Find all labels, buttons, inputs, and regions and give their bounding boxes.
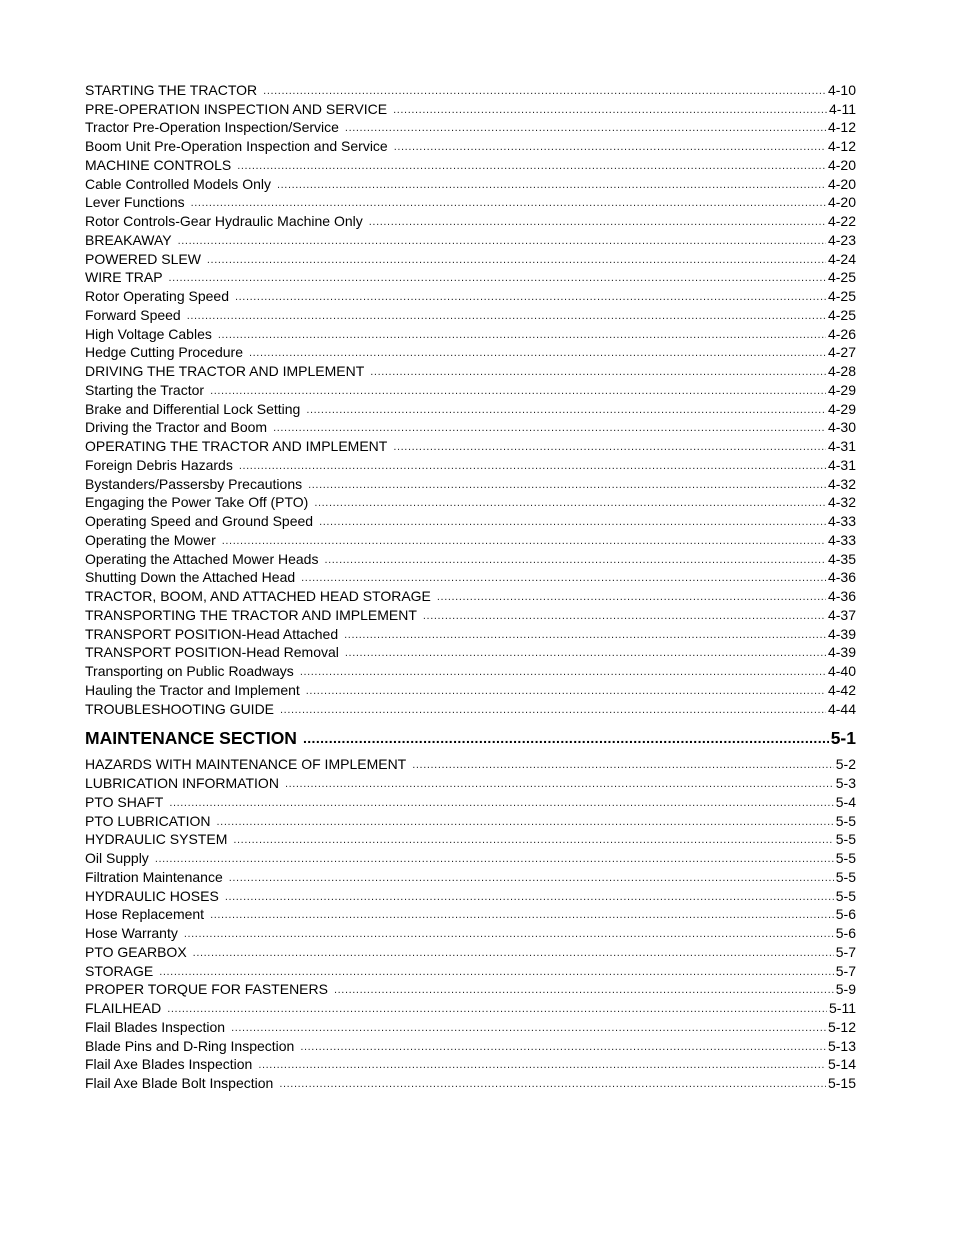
toc-entry[interactable] xyxy=(85,136,856,155)
toc-entry-title: OPERATING THE TRACTOR AND IMPLEMENT xyxy=(85,438,388,454)
toc-entry[interactable] xyxy=(85,193,856,212)
dot-leader xyxy=(280,700,826,718)
toc-entry-title: Starting the Tractor xyxy=(85,381,205,398)
toc-entry[interactable] xyxy=(85,118,856,137)
toc-entry[interactable] xyxy=(85,792,856,811)
toc-entry-page-number: 5-11 xyxy=(829,1000,856,1016)
dot-leader xyxy=(225,887,834,905)
section-title: MAINTENANCE SECTION xyxy=(85,727,297,748)
toc-entry-page-number: 4-25 xyxy=(827,306,856,323)
toc-entry-page-number: 5-5 xyxy=(835,831,856,848)
toc-entry[interactable] xyxy=(85,942,856,961)
toc-section-heading[interactable] xyxy=(85,727,856,749)
toc-entry-title: LUBRICATION INFORMATION xyxy=(85,775,279,791)
toc-entry[interactable] xyxy=(85,99,856,118)
toc-entry-title: Operating Speed and Ground Speed xyxy=(85,513,314,529)
dot-leader xyxy=(239,456,826,474)
toc-entry[interactable] xyxy=(85,699,856,718)
toc-entry[interactable] xyxy=(85,680,856,699)
dot-leader xyxy=(207,250,826,268)
toc-entry-page-number: 4-36 xyxy=(827,588,856,604)
dot-leader xyxy=(273,418,826,436)
toc-entry-title: TRANSPORT POSITION-Head Removal xyxy=(85,644,339,661)
dot-leader xyxy=(369,212,826,230)
toc-entry[interactable] xyxy=(85,474,856,493)
toc-entry-title: Bystanders/Passersby Precautions xyxy=(85,475,303,492)
toc-entry-page-number: 4-33 xyxy=(827,531,856,548)
toc-entry-title: Foreign Debris Hazards xyxy=(85,456,233,473)
toc-entry[interactable] xyxy=(85,511,856,530)
toc-entry-page-number: 4-11 xyxy=(829,100,856,117)
toc-entry-title: TRANSPORTING THE TRACTOR AND IMPLEMENT xyxy=(85,606,417,623)
toc-entry[interactable] xyxy=(85,361,856,380)
dot-leader xyxy=(437,587,826,605)
table-of-contents xyxy=(85,80,856,1092)
dot-leader xyxy=(370,362,826,380)
toc-entry-title: Flail Axe Blade Bolt Inspection xyxy=(85,1075,274,1091)
dot-leader xyxy=(393,437,826,455)
toc-entry-page-number: 4-29 xyxy=(827,400,856,417)
dot-leader xyxy=(334,980,834,998)
toc-entry-title: Hedge Cutting Procedure xyxy=(85,344,243,361)
toc-entry-title: Operating the Mower xyxy=(85,531,216,548)
toc-entry[interactable] xyxy=(85,980,856,999)
dot-leader xyxy=(167,999,827,1017)
toc-entry-page-number: 4-23 xyxy=(827,231,856,248)
toc-entry-title: Operating the Attached Mower Heads xyxy=(85,550,319,567)
toc-entry-page-number: 4-30 xyxy=(827,419,856,436)
toc-entry-title: TROUBLESHOOTING GUIDE xyxy=(85,700,275,717)
toc-entry-title: PTO GEARBOX xyxy=(85,943,187,960)
toc-entry[interactable] xyxy=(85,174,856,193)
dot-leader xyxy=(314,493,826,511)
toc-entry-title: Rotor Operating Speed xyxy=(85,288,229,304)
toc-entry[interactable] xyxy=(85,418,856,437)
toc-entry-page-number: 4-22 xyxy=(827,213,856,229)
toc-entry-page-number: 4-42 xyxy=(827,681,856,698)
toc-entry-title: Hose Warranty xyxy=(85,925,178,941)
toc-entry-page-number: 5-14 xyxy=(827,1056,856,1073)
toc-entry-page-number: 4-29 xyxy=(827,381,856,398)
dot-leader xyxy=(155,849,834,867)
toc-entry[interactable] xyxy=(85,1073,856,1092)
dot-leader xyxy=(178,231,826,249)
toc-entry-page-number: 4-25 xyxy=(827,269,856,286)
toc-entry[interactable] xyxy=(85,1017,856,1036)
toc-entry-title: Cable Controlled Models Only xyxy=(85,175,271,192)
toc-entry[interactable] xyxy=(85,643,856,662)
dot-leader xyxy=(394,137,826,155)
toc-entry[interactable] xyxy=(85,1055,856,1074)
toc-entry-page-number: 5-5 xyxy=(835,850,856,866)
dot-leader xyxy=(393,100,827,118)
dot-leader xyxy=(306,681,826,699)
toc-entry-title: POWERED SLEW xyxy=(85,250,201,267)
toc-entry-page-number: 5-5 xyxy=(835,812,856,829)
toc-entry-title: Blade Pins and D-Ring Inspection xyxy=(85,1037,295,1054)
toc-entry-page-number: 5-13 xyxy=(827,1037,856,1054)
dot-leader xyxy=(345,643,826,661)
dot-leader xyxy=(412,755,834,773)
dot-leader xyxy=(345,118,826,136)
toc-list-operation xyxy=(85,80,856,718)
toc-entry[interactable] xyxy=(85,923,856,942)
toc-entry-page-number: 4-40 xyxy=(827,663,856,679)
toc-entry-title: Flail Axe Blades Inspection xyxy=(85,1056,253,1073)
toc-entry-title: STORAGE xyxy=(85,962,154,979)
toc-entry[interactable] xyxy=(85,324,856,343)
toc-entry[interactable] xyxy=(85,436,856,455)
toc-entry-title: Boom Unit Pre-Operation Inspection and Service xyxy=(85,138,388,154)
dot-leader xyxy=(258,1055,826,1073)
toc-entry-title: PTO LUBRICATION xyxy=(85,812,211,829)
toc-entry[interactable] xyxy=(85,905,856,924)
toc-entry[interactable] xyxy=(85,286,856,305)
toc-entry-title: Filtration Maintenance xyxy=(85,868,223,885)
toc-entry-title: HYDRAULIC HOSES xyxy=(85,887,219,904)
toc-entry[interactable] xyxy=(85,399,856,418)
toc-entry[interactable] xyxy=(85,549,856,568)
section-page-number: 5-1 xyxy=(830,727,856,748)
toc-entry[interactable] xyxy=(85,343,856,362)
toc-entry-title: HAZARDS WITH MAINTENANCE OF IMPLEMENT xyxy=(85,756,407,773)
toc-entry-title: Rotor Controls-Gear Hydraulic Machine Only xyxy=(85,213,363,229)
toc-entry-page-number: 5-9 xyxy=(835,981,856,998)
toc-entry[interactable] xyxy=(85,305,856,324)
toc-entry-title: BREAKAWAY xyxy=(85,231,172,248)
toc-entry-page-number: 4-32 xyxy=(827,475,856,492)
dot-leader xyxy=(319,512,826,530)
toc-entry[interactable] xyxy=(85,998,856,1017)
toc-entry-page-number: 5-12 xyxy=(827,1018,856,1035)
dot-leader xyxy=(229,868,834,886)
toc-entry-page-number: 4-28 xyxy=(827,363,856,379)
toc-entry-page-number: 4-10 xyxy=(827,81,856,98)
toc-entry-title: TRANSPORT POSITION-Head Attached xyxy=(85,625,339,642)
toc-entry-title: Oil Supply xyxy=(85,850,149,866)
toc-entry-title: Lever Functions xyxy=(85,194,185,211)
toc-entry-page-number: 5-6 xyxy=(835,925,856,941)
dot-leader xyxy=(210,905,834,923)
dot-leader xyxy=(249,343,826,361)
dot-leader xyxy=(193,943,834,961)
toc-entry-page-number: 4-37 xyxy=(827,606,856,623)
toc-entry-page-number: 4-12 xyxy=(827,138,856,154)
dot-leader xyxy=(169,268,826,286)
dot-leader xyxy=(235,287,826,305)
toc-entry-page-number: 4-32 xyxy=(827,494,856,511)
toc-entry-page-number: 4-31 xyxy=(827,456,856,473)
toc-entry[interactable] xyxy=(85,568,856,587)
toc-entry-page-number: 4-25 xyxy=(827,288,856,304)
toc-entry[interactable] xyxy=(85,380,856,399)
toc-entry-page-number: 5-2 xyxy=(835,756,856,773)
toc-entry-title: Flail Blades Inspection xyxy=(85,1018,226,1035)
toc-entry[interactable] xyxy=(85,755,856,774)
dot-leader xyxy=(210,381,826,399)
toc-entry-title: HYDRAULIC SYSTEM xyxy=(85,831,228,848)
toc-entry-page-number: 4-27 xyxy=(827,344,856,361)
toc-entry-title: PRE-OPERATION INSPECTION AND SERVICE xyxy=(85,100,388,117)
dot-leader xyxy=(263,81,826,99)
toc-entry-page-number: 4-12 xyxy=(827,119,856,136)
toc-entry-title: Engaging the Power Take Off (PTO) xyxy=(85,494,309,511)
dot-leader xyxy=(187,306,826,324)
dot-leader xyxy=(423,606,826,624)
dot-leader xyxy=(218,325,826,343)
toc-entry[interactable] xyxy=(85,1036,856,1055)
toc-entry-title: TRACTOR, BOOM, AND ATTACHED HEAD STORAGE xyxy=(85,588,431,604)
toc-list-maintenance xyxy=(85,755,856,1093)
toc-entry-page-number: 4-20 xyxy=(827,156,856,173)
toc-entry[interactable] xyxy=(85,211,856,230)
toc-entry-title: Transporting on Public Roadways xyxy=(85,663,294,679)
dot-leader xyxy=(300,1037,826,1055)
dot-leader xyxy=(231,1018,826,1036)
dot-leader xyxy=(169,793,833,811)
toc-entry-page-number: 4-20 xyxy=(827,194,856,211)
dot-leader xyxy=(303,727,829,749)
dot-leader xyxy=(306,400,826,418)
dot-leader xyxy=(191,193,826,211)
toc-entry-title: WIRE TRAP xyxy=(85,269,163,286)
toc-entry[interactable] xyxy=(85,661,856,680)
toc-entry-title: FLAILHEAD xyxy=(85,1000,162,1016)
dot-leader xyxy=(285,774,834,792)
toc-entry[interactable] xyxy=(85,605,856,624)
toc-entry-page-number: 5-15 xyxy=(827,1075,856,1091)
toc-entry-title: Tractor Pre-Operation Inspection/Service xyxy=(85,119,339,136)
toc-entry-title: Driving the Tractor and Boom xyxy=(85,419,268,436)
toc-entry-title: Hose Replacement xyxy=(85,906,205,923)
toc-entry-page-number: 5-6 xyxy=(835,906,856,923)
toc-entry-page-number: 4-44 xyxy=(827,700,856,717)
toc-entry[interactable] xyxy=(85,493,856,512)
dot-leader xyxy=(279,1074,826,1092)
toc-entry-page-number: 4-26 xyxy=(827,325,856,342)
toc-entry[interactable] xyxy=(85,886,856,905)
toc-entry-title: DRIVING THE TRACTOR AND IMPLEMENT xyxy=(85,363,365,379)
dot-leader xyxy=(217,812,834,830)
toc-entry-page-number: 5-3 xyxy=(835,775,856,791)
toc-entry[interactable] xyxy=(85,624,856,643)
toc-entry[interactable] xyxy=(85,455,856,474)
toc-entry[interactable] xyxy=(85,530,856,549)
toc-entry-page-number: 5-7 xyxy=(835,943,856,960)
dot-leader xyxy=(222,531,826,549)
toc-entry-page-number: 4-39 xyxy=(827,644,856,661)
dot-leader xyxy=(159,962,834,980)
toc-entry[interactable] xyxy=(85,230,856,249)
toc-entry-title: Hauling the Tractor and Implement xyxy=(85,681,300,698)
dot-leader xyxy=(184,924,834,942)
dot-leader xyxy=(308,475,826,493)
toc-entry[interactable] xyxy=(85,249,856,268)
dot-leader xyxy=(324,550,826,568)
toc-entry-page-number: 5-5 xyxy=(835,887,856,904)
toc-entry-page-number: 4-35 xyxy=(827,550,856,567)
toc-entry[interactable] xyxy=(85,961,856,980)
dot-leader xyxy=(344,625,826,643)
toc-entry[interactable] xyxy=(85,773,856,792)
toc-entry[interactable] xyxy=(85,268,856,287)
toc-entry[interactable] xyxy=(85,848,856,867)
toc-entry-page-number: 5-4 xyxy=(835,793,856,810)
dot-leader xyxy=(237,156,826,174)
toc-entry[interactable] xyxy=(85,155,856,174)
toc-entry-page-number: 5-5 xyxy=(835,868,856,885)
dot-leader xyxy=(233,830,833,848)
toc-entry[interactable] xyxy=(85,830,856,849)
toc-entry-title: Shutting Down the Attached Head xyxy=(85,569,296,586)
toc-entry-title: PROPER TORQUE FOR FASTENERS xyxy=(85,981,328,998)
toc-entry-page-number: 4-20 xyxy=(827,175,856,192)
toc-entry-title: Brake and Differential Lock Setting xyxy=(85,400,301,417)
dot-leader xyxy=(301,568,826,586)
toc-entry-title: High Voltage Cables xyxy=(85,325,212,342)
toc-entry-page-number: 4-33 xyxy=(827,513,856,529)
toc-entry-title: MACHINE CONTROLS xyxy=(85,156,232,173)
toc-entry[interactable] xyxy=(85,811,856,830)
toc-entry-page-number: 5-7 xyxy=(835,962,856,979)
toc-entry-page-number: 4-39 xyxy=(827,625,856,642)
toc-entry-page-number: 4-36 xyxy=(827,569,856,586)
toc-entry-page-number: 4-31 xyxy=(827,438,856,454)
toc-entry[interactable] xyxy=(85,80,856,99)
toc-entry[interactable] xyxy=(85,586,856,605)
toc-entry-title: PTO SHAFT xyxy=(85,793,164,810)
dot-leader xyxy=(300,662,826,680)
toc-entry[interactable] xyxy=(85,867,856,886)
toc-entry-title: Forward Speed xyxy=(85,306,181,323)
toc-entry-page-number: 4-24 xyxy=(827,250,856,267)
dot-leader xyxy=(277,175,826,193)
toc-entry-title: STARTING THE TRACTOR xyxy=(85,81,258,98)
